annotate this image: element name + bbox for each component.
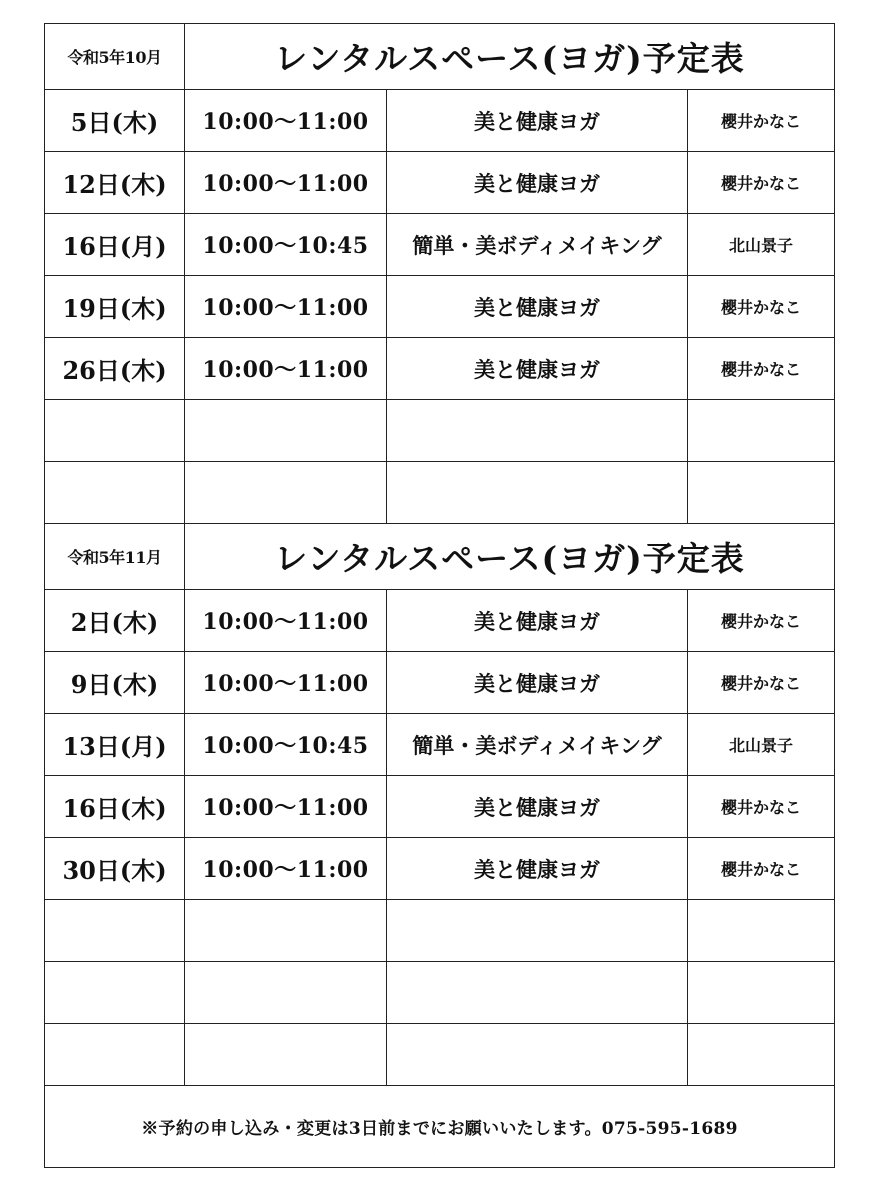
class-cell: 美と健康ヨガ bbox=[387, 152, 688, 214]
class-cell: 美と健康ヨガ bbox=[387, 776, 688, 838]
date-cell bbox=[45, 900, 185, 962]
table-row bbox=[45, 714, 835, 776]
october-era-month: 令和5年10月 bbox=[45, 24, 185, 90]
table-row bbox=[45, 590, 835, 652]
class-cell: 美と健康ヨガ bbox=[387, 90, 688, 152]
time-cell: 10:00～11:00 bbox=[185, 590, 387, 652]
date-cell: 12日(木) bbox=[45, 152, 185, 214]
class-cell: 美と健康ヨガ bbox=[387, 276, 688, 338]
time-cell: 10:00～11:00 bbox=[185, 838, 387, 900]
date-cell: 16日(月) bbox=[45, 214, 185, 276]
instructor-cell: 櫻井かなこ bbox=[688, 838, 835, 900]
table-row bbox=[45, 776, 835, 838]
class-cell: 美と健康ヨガ bbox=[387, 338, 688, 400]
november-title: レンタルスペース(ヨガ)予定表 bbox=[185, 524, 835, 590]
time-cell: 10:00～11:00 bbox=[185, 90, 387, 152]
class-cell bbox=[387, 900, 688, 962]
time-cell bbox=[185, 462, 387, 524]
time-cell bbox=[185, 1024, 387, 1086]
schedule-table bbox=[44, 23, 835, 1168]
date-cell: 2日(木) bbox=[45, 590, 185, 652]
date-cell bbox=[45, 962, 185, 1024]
table-row-empty bbox=[45, 1024, 835, 1086]
instructor-cell: 櫻井かなこ bbox=[688, 590, 835, 652]
table-row bbox=[45, 838, 835, 900]
date-cell: 19日(木) bbox=[45, 276, 185, 338]
class-cell: 美と健康ヨガ bbox=[387, 838, 688, 900]
october-title: レンタルスペース(ヨガ)予定表 bbox=[185, 24, 835, 90]
reservation-note: ※予約の申し込み・変更は3日前までにお願いいたします。075-595-1689 bbox=[45, 1086, 835, 1168]
instructor-cell bbox=[688, 400, 835, 462]
date-cell: 30日(木) bbox=[45, 838, 185, 900]
time-cell: 10:00～11:00 bbox=[185, 276, 387, 338]
class-cell: 美と健康ヨガ bbox=[387, 652, 688, 714]
instructor-cell: 櫻井かなこ bbox=[688, 652, 835, 714]
october-header-row bbox=[45, 24, 835, 90]
date-cell: 13日(月) bbox=[45, 714, 185, 776]
table-row bbox=[45, 152, 835, 214]
instructor-cell: 櫻井かなこ bbox=[688, 276, 835, 338]
instructor-cell: 櫻井かなこ bbox=[688, 152, 835, 214]
instructor-cell bbox=[688, 462, 835, 524]
date-cell bbox=[45, 400, 185, 462]
table-row bbox=[45, 90, 835, 152]
class-cell bbox=[387, 962, 688, 1024]
time-cell: 10:00～11:00 bbox=[185, 776, 387, 838]
table-row-empty bbox=[45, 400, 835, 462]
date-cell: 9日(木) bbox=[45, 652, 185, 714]
class-cell bbox=[387, 1024, 688, 1086]
table-row-empty bbox=[45, 900, 835, 962]
time-cell bbox=[185, 962, 387, 1024]
date-cell: 16日(木) bbox=[45, 776, 185, 838]
date-cell bbox=[45, 462, 185, 524]
november-header-row bbox=[45, 524, 835, 590]
class-cell: 簡単・美ボディメイキング bbox=[387, 714, 688, 776]
table-row bbox=[45, 214, 835, 276]
instructor-cell: 櫻井かなこ bbox=[688, 776, 835, 838]
date-cell: 5日(木) bbox=[45, 90, 185, 152]
instructor-cell bbox=[688, 1024, 835, 1086]
time-cell bbox=[185, 900, 387, 962]
november-era-month: 令和5年11月 bbox=[45, 524, 185, 590]
time-cell: 10:00～10:45 bbox=[185, 214, 387, 276]
table-row bbox=[45, 338, 835, 400]
footer-row bbox=[45, 1086, 835, 1168]
time-cell: 10:00～11:00 bbox=[185, 338, 387, 400]
time-cell bbox=[185, 400, 387, 462]
table-row bbox=[45, 652, 835, 714]
class-cell bbox=[387, 400, 688, 462]
instructor-cell bbox=[688, 900, 835, 962]
instructor-cell: 櫻井かなこ bbox=[688, 338, 835, 400]
date-cell: 26日(木) bbox=[45, 338, 185, 400]
date-cell bbox=[45, 1024, 185, 1086]
class-cell: 簡単・美ボディメイキング bbox=[387, 214, 688, 276]
instructor-cell: 北山景子 bbox=[688, 714, 835, 776]
instructor-cell bbox=[688, 962, 835, 1024]
class-cell bbox=[387, 462, 688, 524]
table-row-empty bbox=[45, 462, 835, 524]
table-row bbox=[45, 276, 835, 338]
class-cell: 美と健康ヨガ bbox=[387, 590, 688, 652]
time-cell: 10:00～11:00 bbox=[185, 152, 387, 214]
instructor-cell: 北山景子 bbox=[688, 214, 835, 276]
instructor-cell: 櫻井かなこ bbox=[688, 90, 835, 152]
time-cell: 10:00～11:00 bbox=[185, 652, 387, 714]
table-row-empty bbox=[45, 962, 835, 1024]
time-cell: 10:00～10:45 bbox=[185, 714, 387, 776]
